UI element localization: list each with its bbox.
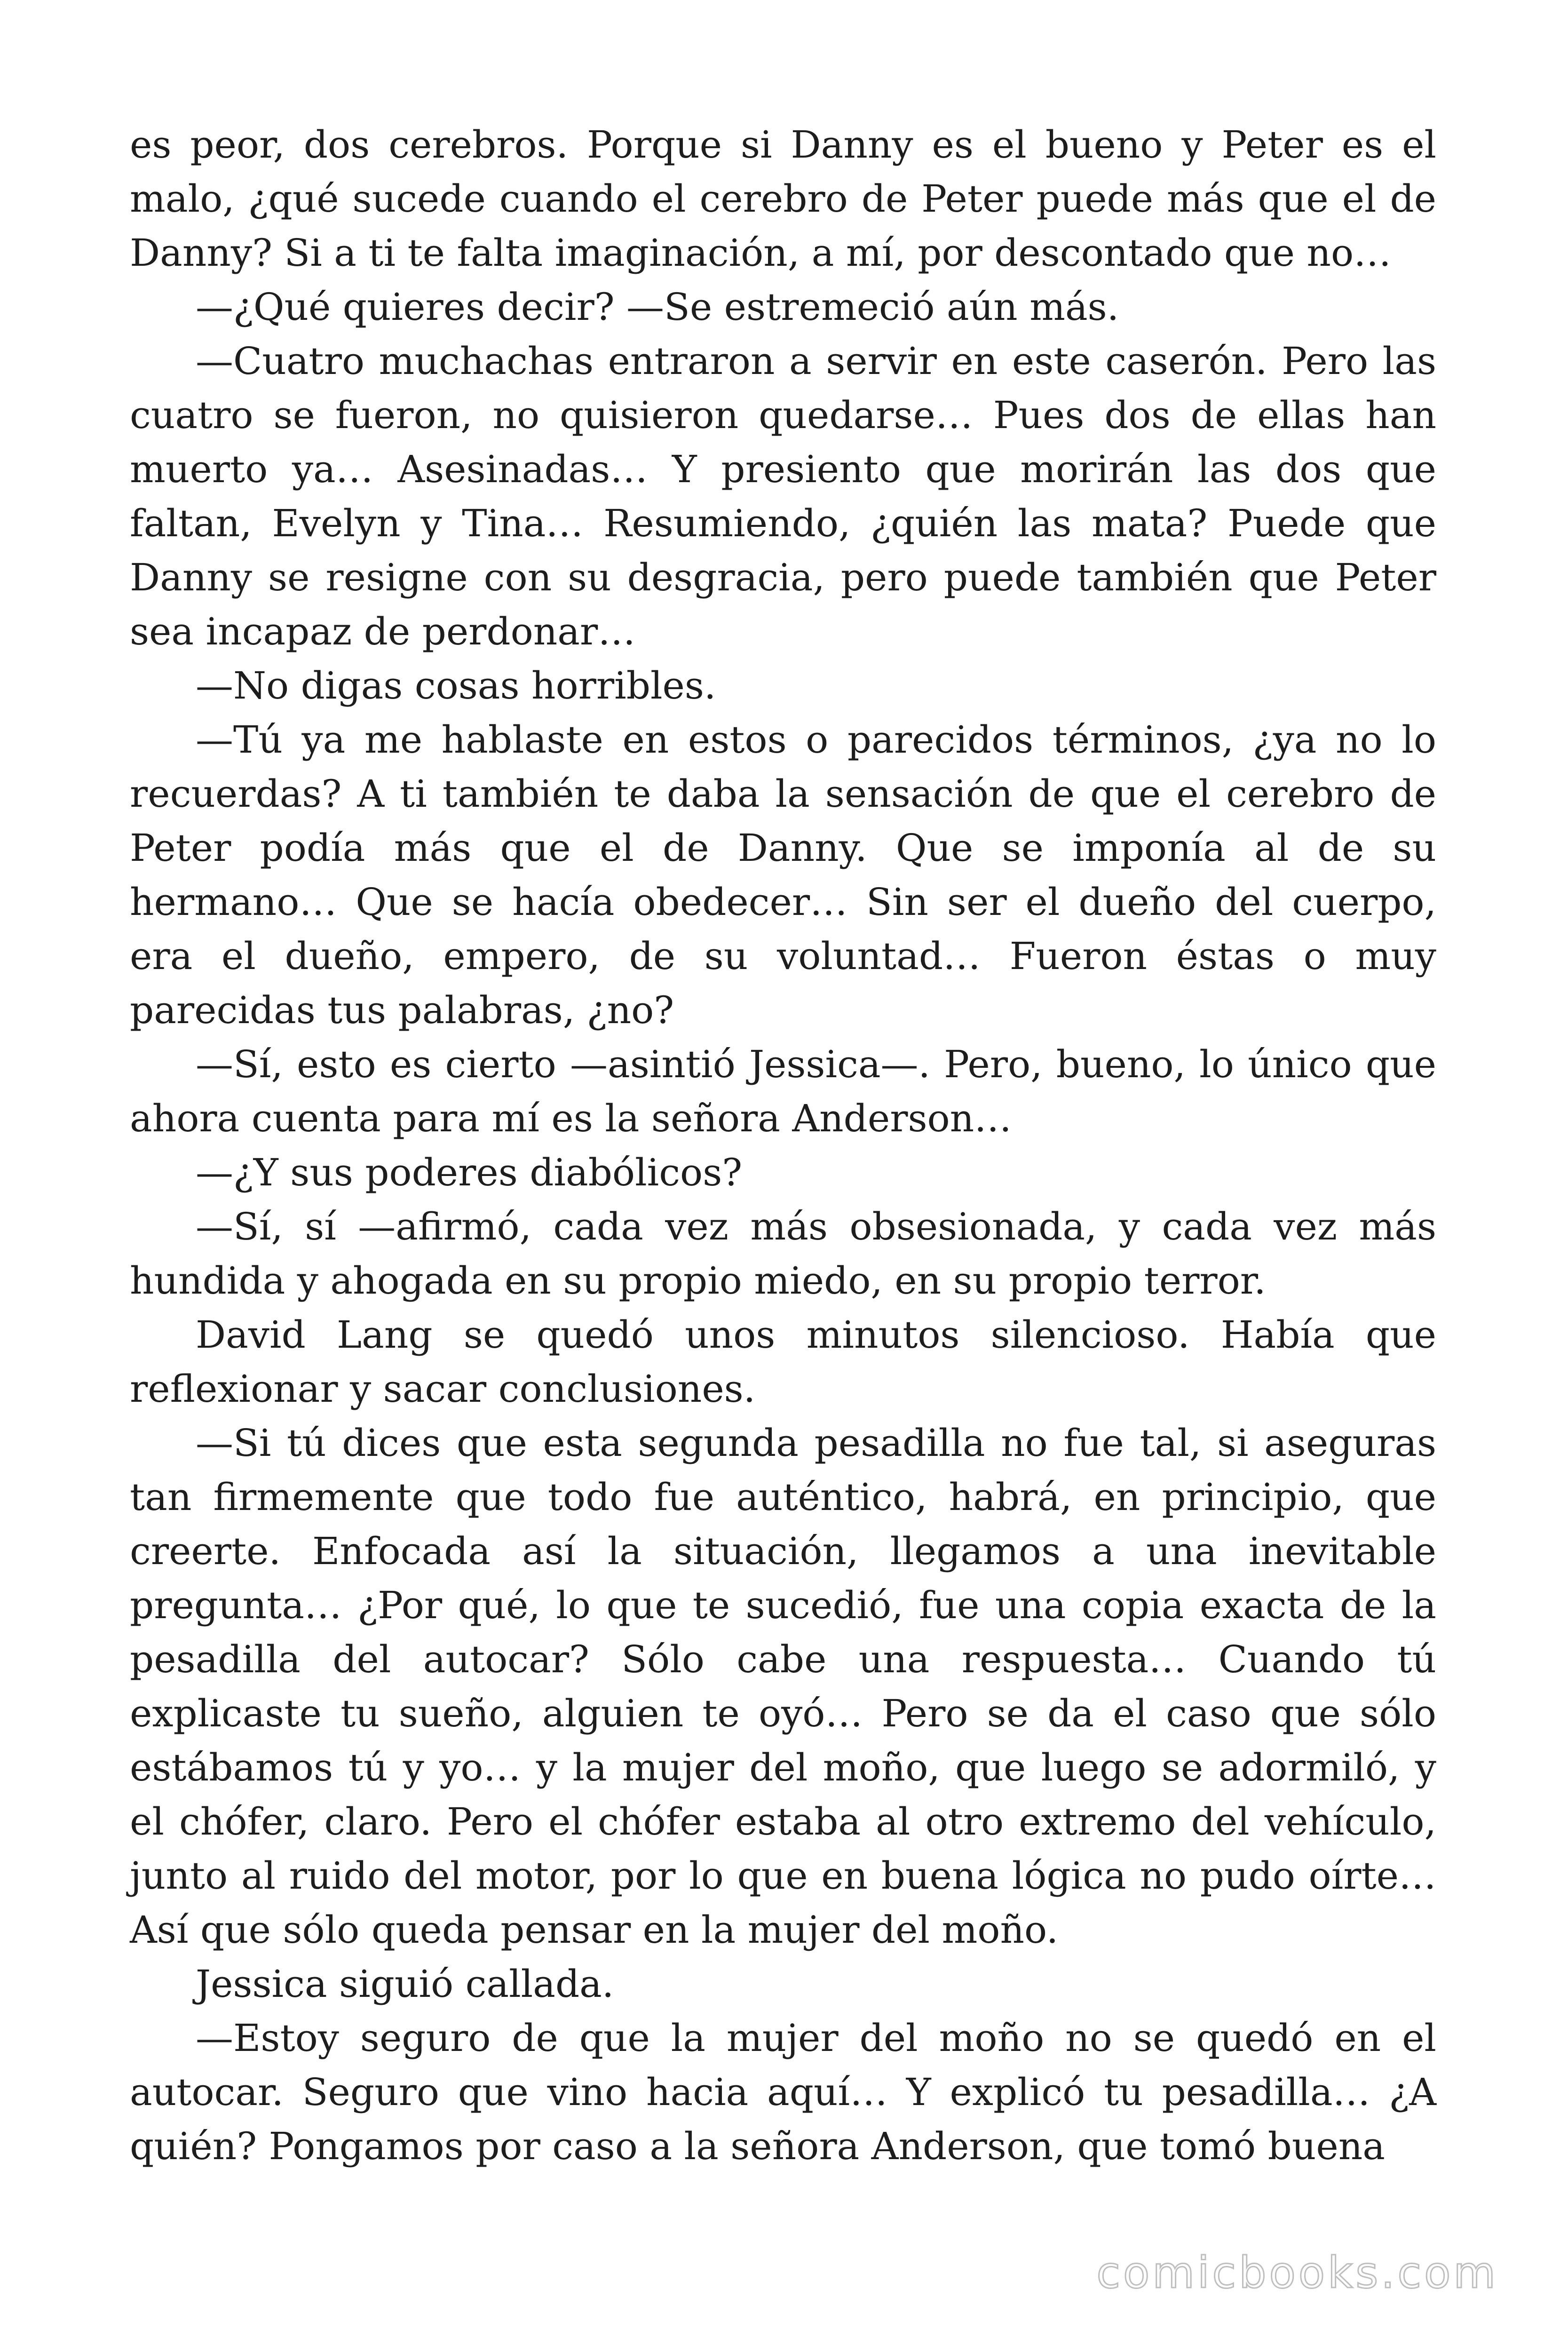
paragraph-9: David Lang se quedó unos minutos silencioso. Había que reflexionar y sacar conclusiones. (130, 1313, 1436, 1411)
paragraph-1: es peor, dos cerebros. Porque si Danny es el bueno y Peter es el malo, ¿qué sucede cuando el cerebro de Peter puede más que el de Danny? Si a ti te falta imaginación, a mí, por descontado que no… (130, 123, 1436, 275)
paragraph-11: Jessica siguió callada. (196, 1962, 614, 2006)
page-text (130, 118, 1436, 2173)
paragraph-3: —Cuatro muchachas entraron a servir en este caserón. Pero las cuatro se fueron, no quisieron quedarse… Pues dos de ellas han muerto ya… Asesinadas… Y presiento que morirán las dos que faltan, Evelyn y Tina… Resumiendo, ¿quién las mata? Puede que Danny se resigne con su desgracia, pero puede también que Peter sea incapaz de perdonar… (130, 339, 1436, 653)
paragraph-8: —Sí, sí —afirmó, cada vez más obsesionada, y cada vez más hundida y ahogada en su propio miedo, en su propio terror. (130, 1205, 1436, 1303)
paragraph-6: —Sí, esto es cierto —asintió Jessica—. Pero, bueno, lo único que ahora cuenta para mí es la señora Anderson… (130, 1042, 1436, 1140)
watermark: comicbooks.com (1096, 2248, 1498, 2298)
paragraph-2: —¿Qué quieres decir? —Se estremeció aún más. (196, 285, 1119, 329)
paragraph-10: —Si tú dices que esta segunda pesadilla no fue tal, si aseguras tan firmemente que todo fue auténtico, habrá, en principio, que creerte. Enfocada así la situación, llegamos a una inevitable pregunta… ¿Por qué, lo que te sucedió, fue una copia exacta de la pesadilla del autocar? Sólo cabe una respuesta… Cuando tú explicaste tu sueño, alguien te oyó… Pero se da el caso que sólo estábamos tú y yo… y la mujer del moño, que luego se adormiló, y el chófer, claro. Pero el chófer estaba al otro extremo del vehículo, junto al ruido del motor, por lo que en buena lógica no pudo oírte… Así que sólo queda pensar en la mujer del moño. (130, 1421, 1436, 1952)
paragraph-12: —Estoy seguro de que la mujer del moño no se quedó en el autocar. Seguro que vino hacia aquí… Y explicó tu pesadilla… ¿A quién? Pongamos por caso a la señora Anderson, que tomó buena (130, 2016, 1436, 2168)
paragraph-4: —No digas cosas horribles. (196, 664, 716, 707)
paragraph-7: —¿Y sus poderes diabólicos? (196, 1151, 743, 1194)
paragraph-5: —Tú ya me hablaste en estos o parecidos términos, ¿ya no lo recuerdas? A ti también te daba la sensación de que el cerebro de Peter podía más que el de Danny. Que se imponía al de su hermano… Que se hacía obedecer… Sin ser el dueño del cuerpo, era el dueño, empero, de su voluntad… Fueron éstas o muy parecidas tus palabras, ¿no? (130, 718, 1436, 1032)
